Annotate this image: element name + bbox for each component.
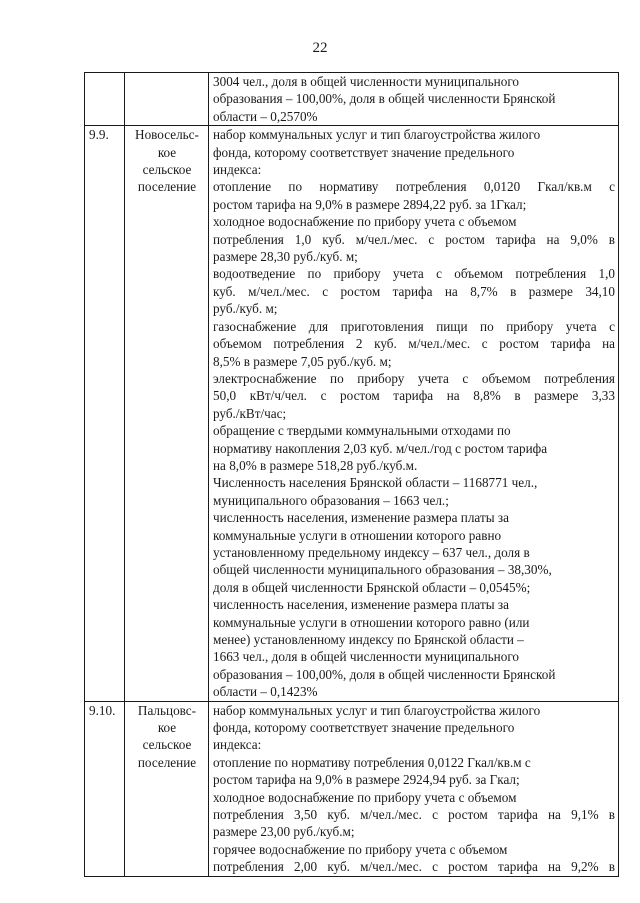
settlement-name-line: сельское bbox=[142, 162, 192, 178]
settlement-name-line: сельское bbox=[142, 737, 192, 753]
description-line: потребления 2,00 куб. м/чел./мес. с ростом тарифа на 9,2% в bbox=[213, 859, 615, 875]
description-line: отопление по нормативу потребления 0,0122 Гкал/кв.м с bbox=[213, 754, 531, 770]
settlement-name bbox=[125, 126, 209, 701]
description-line: индекса: bbox=[213, 737, 262, 753]
description-line: доля в общей численности Брянской области – 0,0545%; bbox=[213, 579, 531, 595]
page-number: 22 bbox=[312, 40, 328, 56]
page-bottom-edge bbox=[0, 893, 640, 903]
settlement-name-line: поселение bbox=[137, 754, 197, 770]
settlement-name bbox=[125, 701, 209, 876]
description-line: руб./кВт/час; bbox=[213, 405, 287, 421]
description-line: области – 0,2570% bbox=[213, 108, 318, 124]
description-line: газоснабжение для приготовления пищи по прибору учета с bbox=[213, 318, 615, 334]
description-line: коммунальные услуги в отношении которого равно bbox=[213, 527, 502, 543]
settlement-name-line: кое bbox=[157, 144, 177, 160]
description-line: горячее водоснабжение по прибору учета с объемом bbox=[213, 841, 508, 857]
description-line: набор коммунальных услуг и тип благоустройства жилого bbox=[213, 127, 541, 143]
table-body bbox=[85, 73, 619, 877]
description-cell bbox=[209, 73, 619, 126]
row-number: 9.10. bbox=[85, 701, 125, 876]
description-line: электроснабжение по прибору учета с объемом потребления bbox=[213, 370, 615, 386]
description-line: 1663 чел., доля в общей численности муниципального bbox=[213, 649, 519, 665]
description-line: холодное водоснабжение по прибору учета с объемом bbox=[213, 789, 517, 805]
description-line: установленному предельному индексу – 637 чел., доля в bbox=[213, 544, 530, 560]
description-line: фонда, которому соответствует значение предельного bbox=[213, 720, 515, 736]
description-line: образования – 100,00%, доля в общей численности Брянской bbox=[213, 666, 556, 682]
table-row bbox=[85, 701, 619, 876]
description-line: потребления 1,0 куб. м/чел./мес. с ростом тарифа на 9,0% в bbox=[213, 231, 615, 247]
description-line: фонда, которому соответствует значение предельного bbox=[213, 144, 515, 160]
description-line: обращение с твердыми коммунальными отходами по bbox=[213, 423, 511, 439]
settlement-name-line: Новосельс- bbox=[135, 127, 199, 143]
description-line: нормативу накопления 2,03 куб. м/чел./год с ростом тарифа bbox=[213, 440, 548, 456]
description-line: муниципального образования – 1663 чел.; bbox=[213, 492, 449, 508]
description-line: области – 0,1423% bbox=[213, 684, 318, 700]
table-row bbox=[85, 73, 619, 126]
description-line: руб./куб. м; bbox=[213, 301, 278, 317]
description-line: куб. м/чел./мес. с ростом тарифа на 8,7% в размере 34,10 bbox=[213, 283, 615, 299]
description-line: ростом тарифа на 9,0% в размере 2924,94 руб. за Гкал; bbox=[213, 772, 520, 788]
description-cell bbox=[209, 701, 619, 876]
description-line: численность населения, изменение размера платы за bbox=[213, 510, 509, 526]
description-line: водоотведение по прибору учета с объемом потребления 1,0 bbox=[213, 266, 615, 282]
description-line: 3004 чел., доля в общей численности муниципального bbox=[213, 74, 519, 89]
description-line: размере 28,30 руб./куб. м; bbox=[213, 249, 358, 265]
settlement-name-line: кое bbox=[157, 720, 177, 736]
description-line: коммунальные услуги в отношении которого равно (или bbox=[213, 614, 530, 630]
description-line: ростом тарифа на 9,0% в размере 2894,22 руб. за 1Гкал; bbox=[213, 196, 527, 212]
settlement-name bbox=[125, 73, 209, 126]
table-row bbox=[85, 126, 619, 701]
description-line: отопление по нормативу потребления 0,0120 Гкал/кв.м с bbox=[213, 179, 615, 195]
description-line: потребления 3,50 куб. м/чел./мес. с ростом тарифа на 9,1% в bbox=[213, 807, 615, 823]
description-line: численность населения, изменение размера платы за bbox=[213, 597, 509, 613]
settlement-name-line: Пальцовс- bbox=[137, 702, 197, 718]
description-line: 50,0 кВт/ч/чел. с ростом тарифа на 8,8% в размере 3,33 bbox=[213, 388, 615, 404]
description-line: общей численности муниципального образования – 38,30%, bbox=[213, 562, 552, 578]
description-line: образования – 100,00%, доля в общей численности Брянской bbox=[213, 91, 556, 107]
row-number bbox=[85, 73, 125, 126]
tariff-table bbox=[84, 72, 619, 877]
description-line: набор коммунальных услуг и тип благоустройства жилого bbox=[213, 702, 541, 718]
description-line: размере 23,00 руб./куб.м; bbox=[213, 824, 355, 840]
description-line: 8,5% в размере 7,05 руб./куб. м; bbox=[213, 353, 392, 369]
description-line: объемом потребления 2 куб. м/чел./мес. с ростом тарифа на bbox=[213, 336, 615, 352]
row-number: 9.9. bbox=[85, 126, 125, 701]
settlement-name-line: поселение bbox=[137, 179, 197, 195]
description-cell bbox=[209, 126, 619, 701]
description-line: индекса: bbox=[213, 162, 262, 178]
description-line: на 8,0% в размере 518,28 руб./куб.м. bbox=[213, 457, 418, 473]
description-line: холодное водоснабжение по прибору учета с объемом bbox=[213, 214, 517, 230]
description-line: Численность населения Брянской области – 1168771 чел., bbox=[213, 475, 538, 491]
description-line: менее) установленному индексу по Брянской области – bbox=[213, 632, 524, 647]
